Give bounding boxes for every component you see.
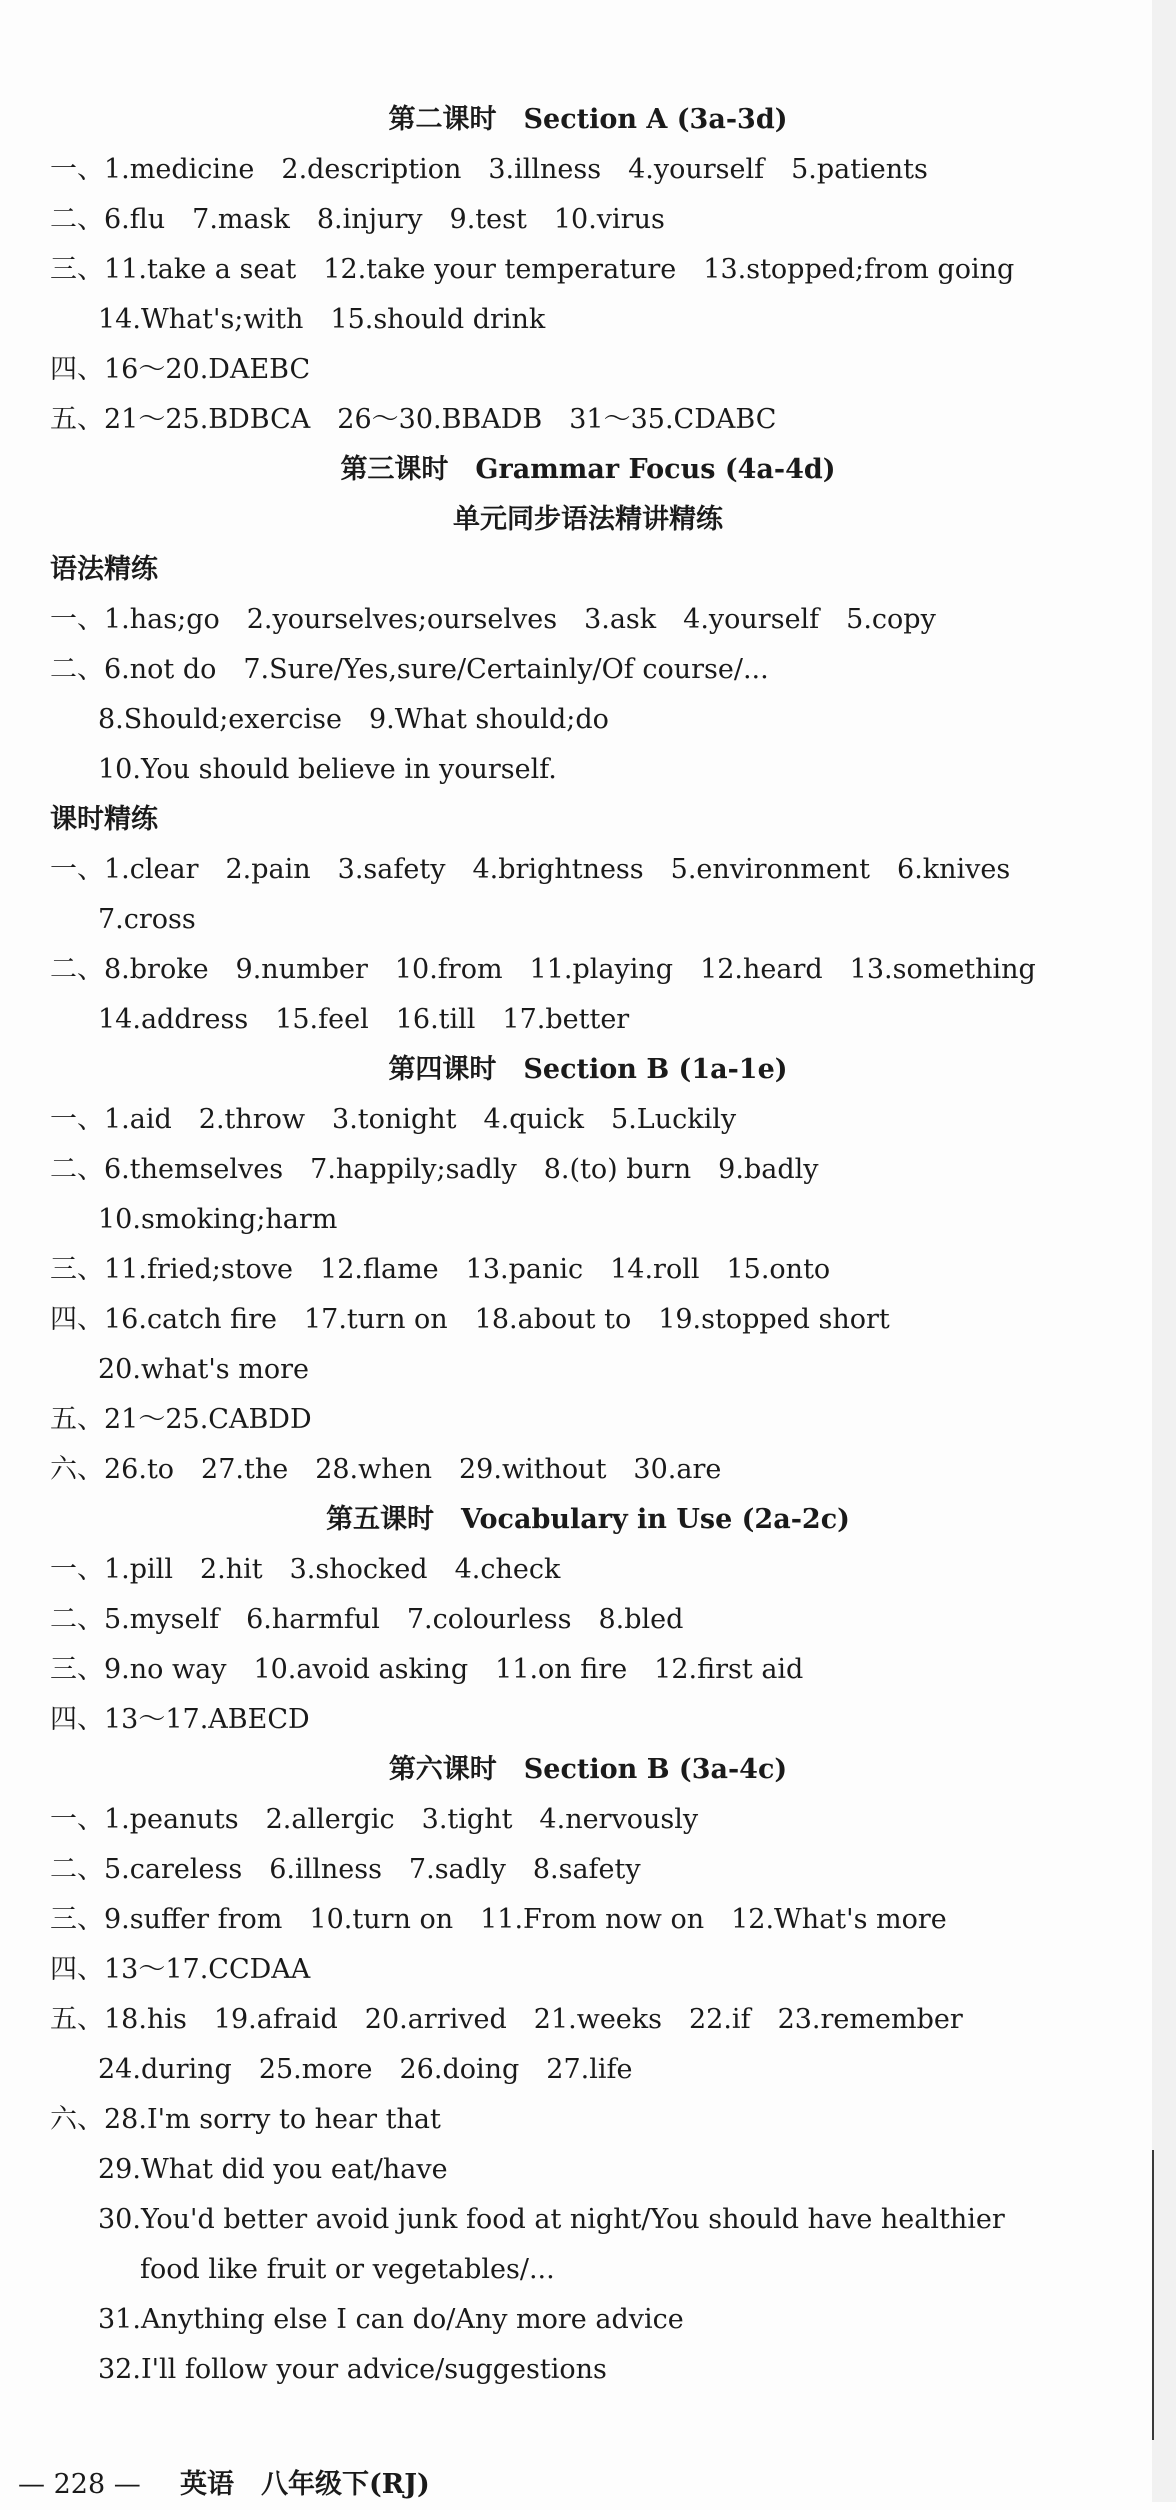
subsection-heading: 语法精练 xyxy=(50,554,158,585)
answer-line: 30.You'd better avoid junk food at night/You should have healthier xyxy=(98,2204,1005,2235)
answer-line: food like fruit or vegetables/... xyxy=(140,2254,555,2285)
answer-line: 四、16.catch fire 17.turn on 18.about to 19.stopped short xyxy=(50,1304,890,1335)
answer-line: 7.cross xyxy=(98,904,196,935)
answer-line: 20.what's more xyxy=(98,1354,309,1385)
book-subject-label: 英语 八年级下(RJ) xyxy=(180,2469,430,2500)
answer-line: 14.address 15.feel 16.till 17.better xyxy=(98,1004,630,1035)
page-edge-shadow xyxy=(1152,0,1176,2502)
answer-line: 24.during 25.more 26.doing 27.life xyxy=(98,2054,633,2085)
answer-line: 二、6.themselves 7.happily;sadly 8.(to) burn 9.badly xyxy=(50,1154,819,1185)
answer-line: 一、1.has;go 2.yourselves;ourselves 3.ask 4.yourself 5.copy xyxy=(50,604,936,635)
answer-line: 四、16～20.DAEBC xyxy=(50,354,311,385)
answer-line: 二、8.broke 9.number 10.from 11.playing 12.heard 13.something xyxy=(50,954,1036,985)
answer-line: 一、1.clear 2.pain 3.safety 4.brightness 5.environment 6.knives xyxy=(50,854,1011,885)
section-heading: 第六课时 Section B (3a-4c) xyxy=(388,1754,788,1785)
section-heading: 第四课时 Section B (1a-1e) xyxy=(388,1054,788,1085)
answer-line: 二、6.flu 7.mask 8.injury 9.test 10.virus xyxy=(50,204,665,235)
answer-line: 二、5.careless 6.illness 7.sadly 8.safety xyxy=(50,1854,641,1885)
answer-line: 31.Anything else I can do/Any more advice xyxy=(98,2304,684,2335)
answer-line: 10.smoking;harm xyxy=(98,1204,338,1235)
answer-line: 10.You should believe in yourself. xyxy=(98,754,557,785)
answer-line: 一、1.aid 2.throw 3.tonight 4.quick 5.Luckily xyxy=(50,1104,737,1135)
answer-line: 六、28.I'm sorry to hear that xyxy=(50,2104,441,2135)
section-heading: 第五课时 Vocabulary in Use (2a-2c) xyxy=(326,1504,850,1535)
answer-line: 29.What did you eat/have xyxy=(98,2154,448,2185)
answer-line: 四、13～17.ABECD xyxy=(50,1704,310,1735)
answer-line: 五、21～25.BDBCA 26～30.BBADB 31～35.CDABC xyxy=(50,404,777,435)
answer-line: 三、9.suffer from 10.turn on 11.From now on 12.What's more xyxy=(50,1904,947,1935)
answer-line: 8.Should;exercise 9.What should;do xyxy=(98,704,609,735)
section-heading: 第三课时 Grammar Focus (4a-4d) xyxy=(340,454,836,485)
answer-line: 五、18.his 19.afraid 20.arrived 21.weeks 22.if 23.remember xyxy=(50,2004,963,2035)
answer-line: 三、9.no way 10.avoid asking 11.on fire 12.first aid xyxy=(50,1654,804,1685)
section-heading: 第二课时 Section A (3a-3d) xyxy=(388,104,788,135)
answer-line: 三、11.fried;stove 12.flame 13.panic 14.roll 15.onto xyxy=(50,1254,831,1285)
answer-line: 一、1.peanuts 2.allergic 3.tight 4.nervously xyxy=(50,1804,699,1835)
subsection-heading: 课时精练 xyxy=(50,804,158,835)
answer-line: 六、26.to 27.the 28.when 29.without 30.are xyxy=(50,1454,722,1485)
answer-line: 二、6.not do 7.Sure/Yes,sure/Certainly/Of course/... xyxy=(50,654,769,685)
answer-line: 一、1.medicine 2.description 3.illness 4.yourself 5.patients xyxy=(50,154,928,185)
section-heading: 单元同步语法精讲精练 xyxy=(453,504,723,535)
answer-line: 五、21～25.CABDD xyxy=(50,1404,312,1435)
answer-line: 二、5.myself 6.harmful 7.colourless 8.bled xyxy=(50,1604,684,1635)
page-number: — 228 — xyxy=(18,2469,141,2500)
answer-line: 14.What's;with 15.should drink xyxy=(98,304,546,335)
page-edge-line xyxy=(1152,2150,1154,2440)
answer-line: 一、1.pill 2.hit 3.shocked 4.check xyxy=(50,1554,561,1585)
answer-line: 32.I'll follow your advice/suggestions xyxy=(98,2354,607,2385)
answer-line: 三、11.take a seat 12.take your temperature 13.stopped;from going xyxy=(50,254,1015,285)
answer-line: 四、13～17.CCDAA xyxy=(50,1954,311,1985)
